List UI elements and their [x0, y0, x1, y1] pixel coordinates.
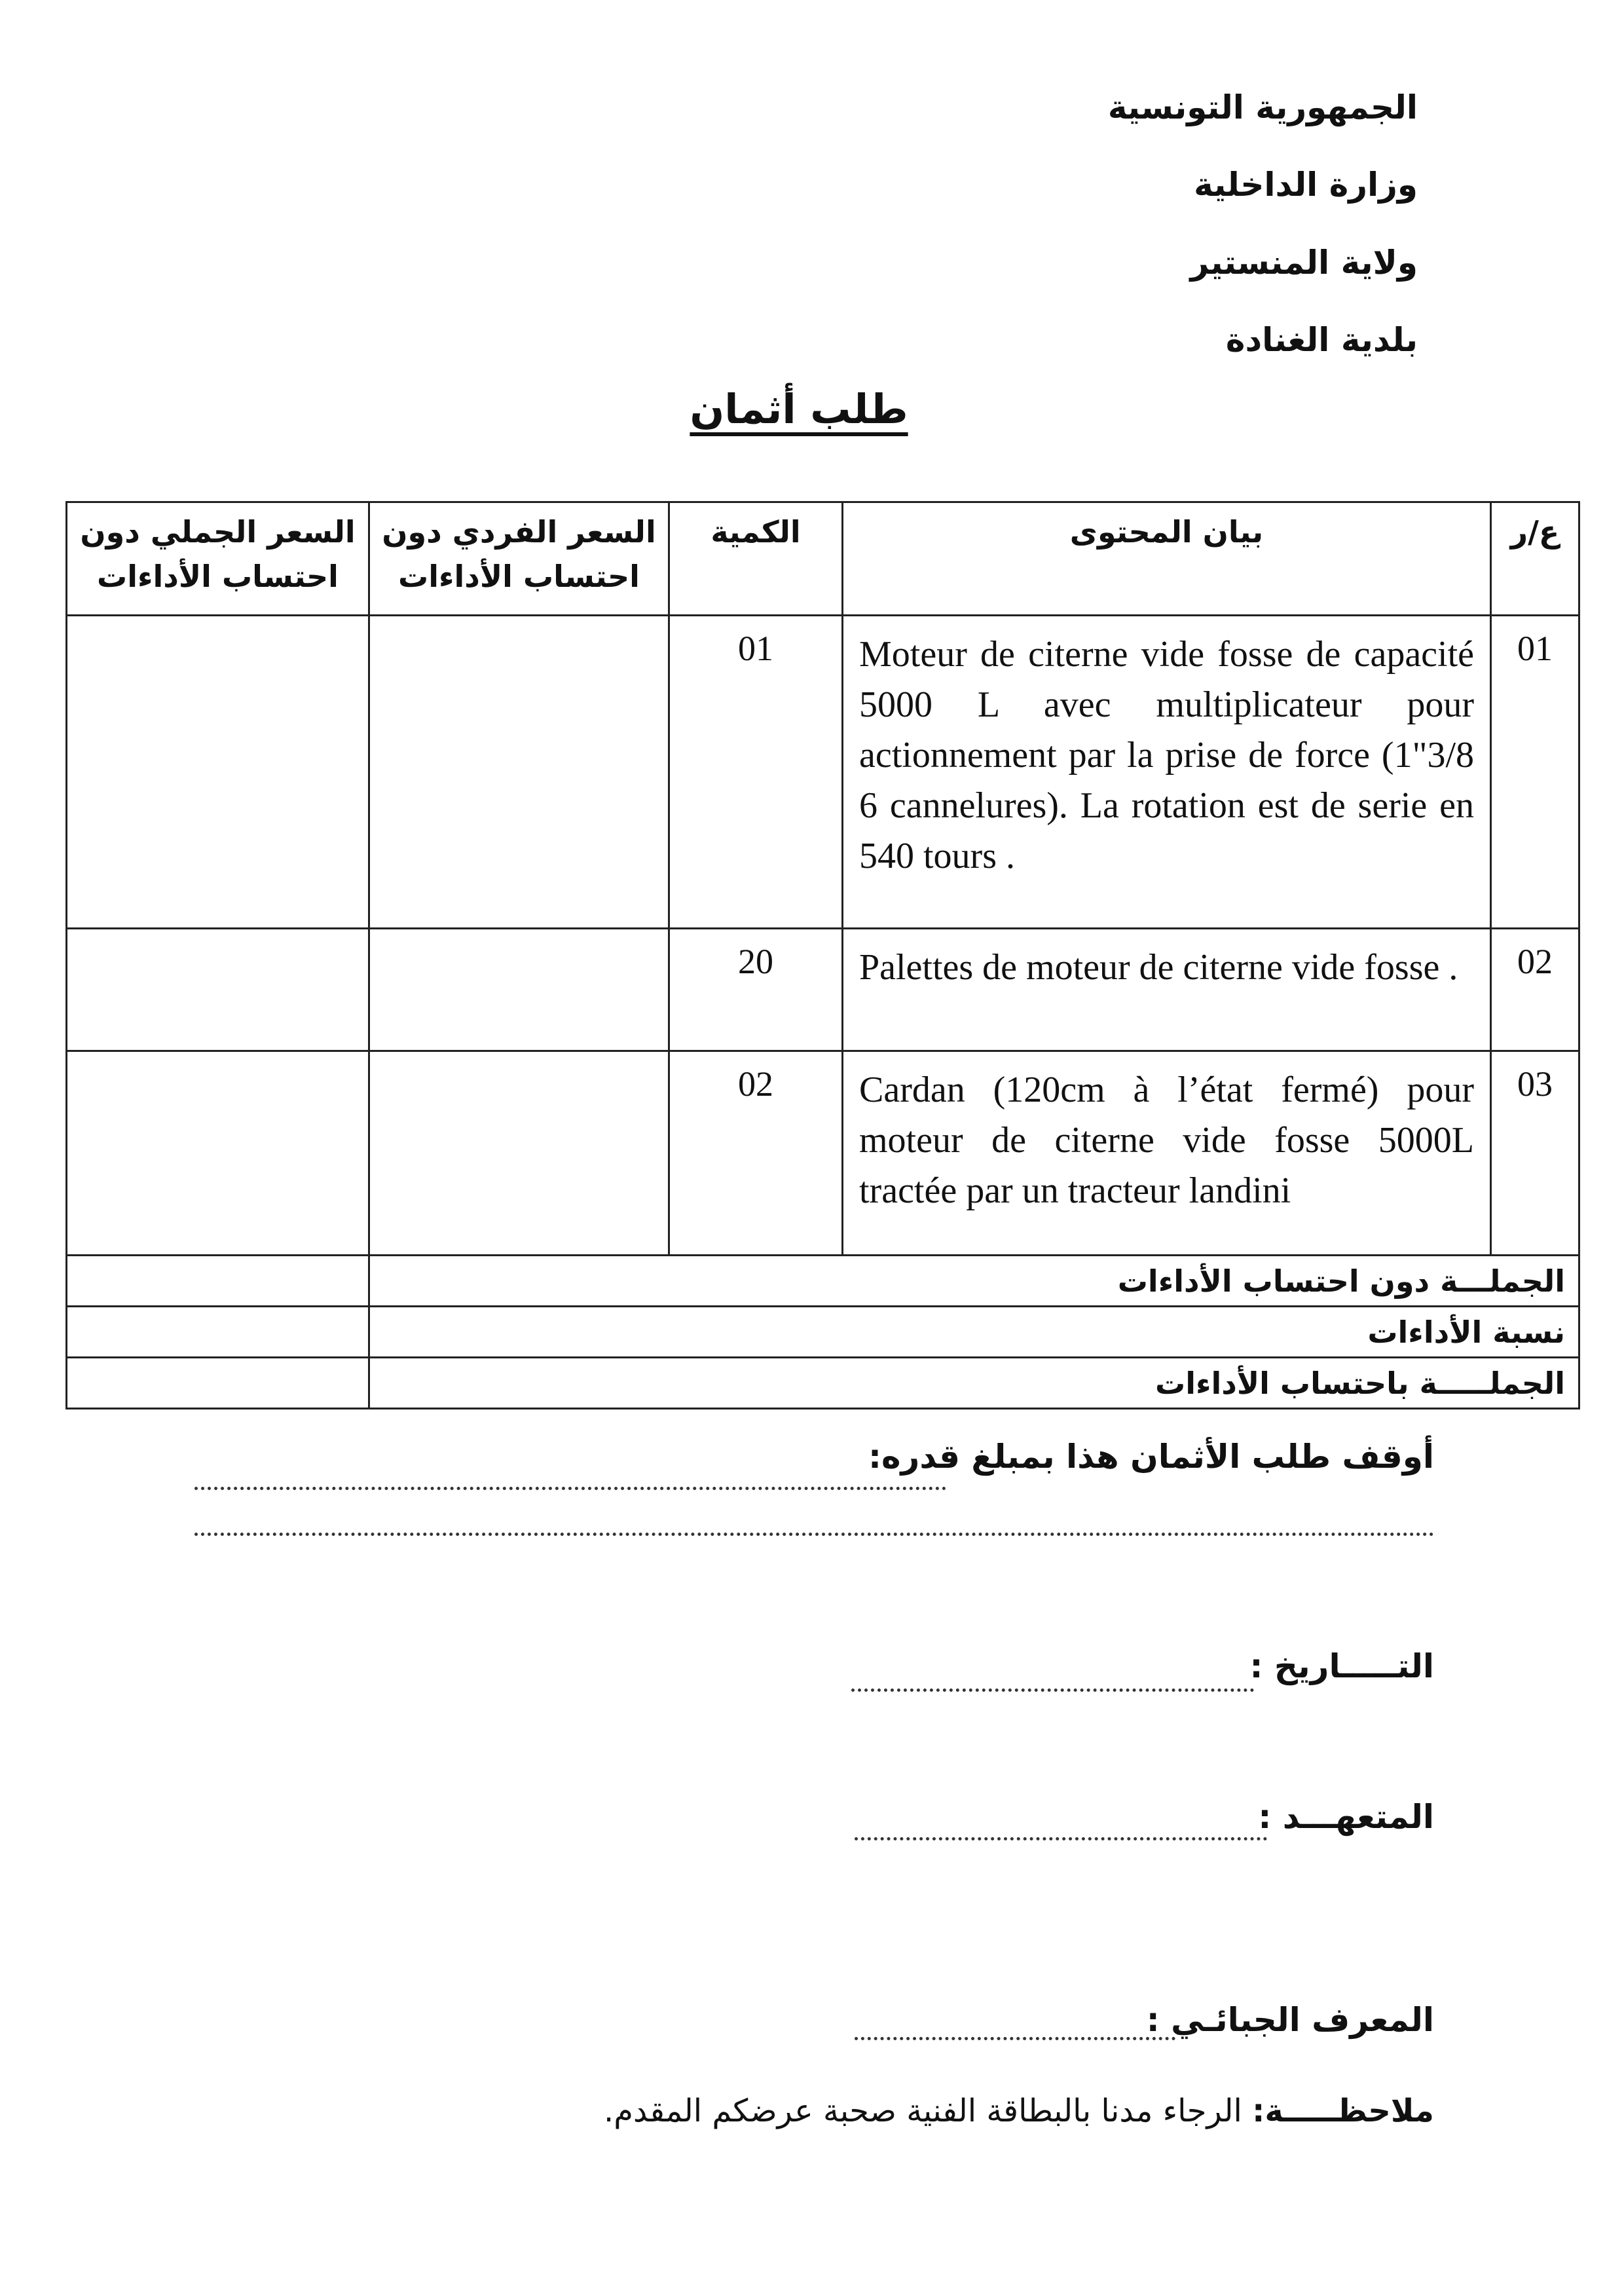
- quantity-cell: 01: [669, 616, 843, 929]
- quantity-cell: 20: [669, 929, 843, 1051]
- col-header-description: بيان المحتوى: [843, 502, 1491, 616]
- total-row: [67, 1358, 1579, 1409]
- col-header-unit-price: السعر الفردي دون احتساب الأداءات: [369, 502, 669, 616]
- header-governorate: ولاية المنستير: [1190, 244, 1418, 282]
- amount-field-line-1[interactable]: [194, 1487, 946, 1490]
- bidder-label: المتعهـــد :: [1258, 1798, 1434, 1836]
- items-table: [65, 501, 1580, 1409]
- table-row: [67, 929, 1579, 1051]
- quantity-cell: 02: [669, 1051, 843, 1256]
- tax-value-cell[interactable]: [67, 1307, 369, 1358]
- table-header-row: [67, 502, 1579, 616]
- description-cell: Cardan (120cm à l’état fermé) pour moteur de citerne vide fosse 5000L tractée par un tracteur landini: [843, 1051, 1491, 1256]
- tax-label: نسبة الأداءات: [369, 1307, 1579, 1358]
- date-label: التـــــاريخ :: [1249, 1647, 1434, 1685]
- amount-field-line-2[interactable]: [194, 1533, 1434, 1536]
- document-title: طلب أثمان: [690, 385, 908, 433]
- description-cell: Moteur de citerne vide fosse de capacité 5000 L avec multiplicateur pour actionnement par la prise de force (1"3/8 6 cannelures). La rotation est de serie en 540 tours .: [843, 616, 1491, 929]
- table-row: [67, 616, 1579, 929]
- amount-label: أوقف طلب الأثمان هذا بمبلغ قدره:: [868, 1438, 1434, 1476]
- table-row: [67, 1051, 1579, 1256]
- date-field[interactable]: [851, 1689, 1254, 1692]
- total-price-cell[interactable]: [67, 1051, 369, 1256]
- col-header-num: ع/ر: [1491, 502, 1579, 616]
- unit-price-cell[interactable]: [369, 616, 669, 929]
- tax-row: [67, 1307, 1579, 1358]
- row-number-cell: 01: [1491, 616, 1579, 929]
- subtotal-value-cell[interactable]: [67, 1256, 369, 1307]
- price-request-table: [65, 501, 1578, 1409]
- total-price-cell[interactable]: [67, 616, 369, 929]
- unit-price-cell[interactable]: [369, 929, 669, 1051]
- header-ministry: وزارة الداخلية: [1194, 166, 1418, 204]
- bidder-field[interactable]: [855, 1837, 1267, 1840]
- col-header-total-price: السعر الجملي دون احتساب الأداءات: [67, 502, 369, 616]
- total-price-cell[interactable]: [67, 929, 369, 1051]
- note-label: ملاحظـــــة:: [1252, 2093, 1434, 2129]
- unit-price-cell[interactable]: [369, 1051, 669, 1256]
- header-republic: الجمهورية التونسية: [1107, 88, 1418, 126]
- row-number-cell: 03: [1491, 1051, 1579, 1256]
- tax-id-field[interactable]: [855, 2037, 1175, 2040]
- note: [604, 2093, 1434, 2129]
- col-header-quantity: الكمية: [669, 502, 843, 616]
- total-value-cell[interactable]: [67, 1358, 369, 1409]
- total-label: الجملـــــة باحتساب الأداءات: [369, 1358, 1579, 1409]
- tax-id-label: المعرف الجبائـي :: [1146, 2001, 1434, 2039]
- subtotal-label: الجملـــة دون احتساب الأداءات: [369, 1256, 1579, 1307]
- note-text: الرجاء مدنا بالبطاقة الفنية صحبة عرضكم المقدم.: [603, 2093, 1253, 2129]
- subtotal-row: [67, 1256, 1579, 1307]
- header-municipality: بلدية الغنادة: [1225, 321, 1418, 359]
- description-cell: Palettes de moteur de citerne vide fosse .: [843, 929, 1491, 1051]
- row-number-cell: 02: [1491, 929, 1579, 1051]
